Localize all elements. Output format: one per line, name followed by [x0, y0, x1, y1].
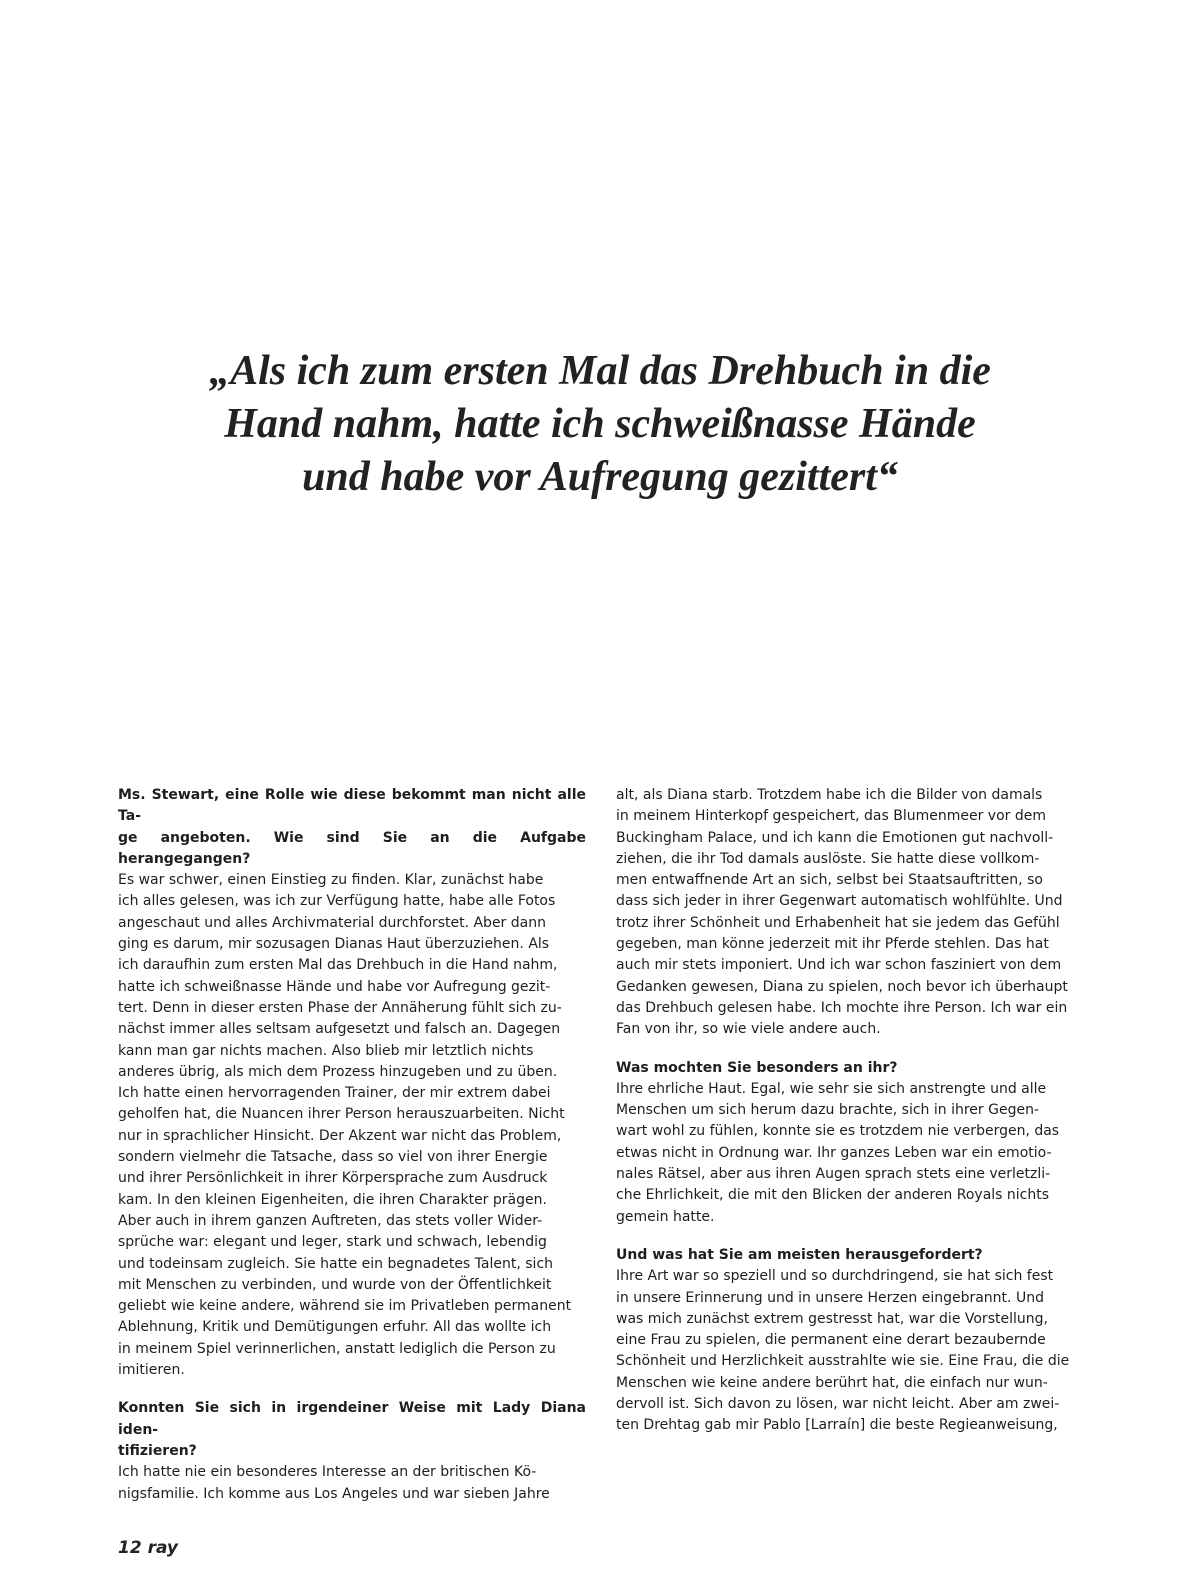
- text-line: hatte ich schweißnasse Hände und habe vor Aufregung gezit-: [118, 978, 551, 995]
- text-line: Ihre ehrliche Haut. Egal, wie sehr sie sich anstrengte und alle: [616, 1080, 1047, 1097]
- text-line: mit Menschen zu verbinden, und wurde von der Öffentlichkeit: [118, 1276, 552, 1293]
- text-line: alt, als Diana starb. Trotzdem habe ich die Bilder von damals: [616, 787, 1043, 803]
- text-line: und ihrer Persönlichkeit in ihrer Körpersprache zum Ausdruck: [118, 1170, 548, 1187]
- text-line: ziehen, die ihr Tod damals auslöste. Sie hatte diese vollkom-: [616, 850, 1040, 867]
- interview-answer: [616, 1266, 1084, 1436]
- text-line: Ihre Art war so speziell und so durchdringend, sie hat sich fest: [616, 1268, 1054, 1285]
- text-line: geholfen hat, die Nuancen ihrer Person herauszuarbeiten. Nicht: [118, 1106, 565, 1123]
- text-line: dass sich jeder in ihrer Gegenwart automatisch wohlfühlte. Und: [616, 893, 1063, 910]
- text-line: nächst immer alles seltsam aufgesetzt und falsch an. Dagegen: [118, 1021, 561, 1038]
- text-line: tert. Denn in dieser ersten Phase der Annäherung fühlt sich zu-: [118, 999, 562, 1016]
- text-line: nales Rätsel, aber aus ihren Augen sprach stets eine verletzli-: [616, 1166, 1051, 1183]
- text-line: che Ehrlichkeit, die mit den Blicken der anderen Royals nichts: [616, 1187, 1050, 1204]
- text-line: angeschaut und alles Archivmaterial durchforstet. Aber dann: [118, 914, 546, 931]
- text-line: Gedanken gewesen, Diana zu spielen, noch bevor ich überhaupt: [616, 978, 1068, 995]
- text-line: kann man gar nichts machen. Also blieb mir letztlich nichts: [118, 1042, 534, 1059]
- text-line: ging es darum, mir sozusagen Dianas Haut überzuziehen. Als: [118, 936, 550, 953]
- text-line: dervoll ist. Sich davon zu lösen, war nicht leicht. Aber am zwei-: [616, 1396, 1060, 1413]
- text-line: Ich hatte einen hervorragenden Trainer, der mir extrem dabei: [118, 1085, 551, 1102]
- page-number-footer: 12 ray: [118, 1538, 178, 1558]
- text-line: anderes übrig, als mich dem Prozess hinzugeben und zu üben.: [118, 1063, 558, 1080]
- text-line: wart wohl zu fühlen, konnte sie es trotzdem nie verbergen, das: [616, 1123, 1060, 1140]
- text-line: Ms. Stewart, eine Rolle wie diese bekommt man nicht alle Ta-: [118, 787, 586, 825]
- text-line: nur in sprachlicher Hinsicht. Der Akzent war nicht das Problem,: [118, 1127, 562, 1144]
- interview-answer: [616, 1079, 1084, 1228]
- text-line: Menschen wie keine andere berührt hat, die einfach nur wun-: [616, 1374, 1048, 1391]
- text-line: Menschen um sich herum dazu brachte, sich in ihrer Gegen-: [616, 1102, 1040, 1119]
- interview-answer: [118, 870, 586, 1381]
- text-line: in meinem Hinterkopf gespeichert, das Blumenmeer vor dem: [616, 808, 1046, 825]
- text-line: Aber auch in ihrem ganzen Auftreten, das stets voller Wider-: [118, 1212, 543, 1229]
- interview-question: [616, 1245, 1084, 1266]
- text-line: sondern vielmehr die Tatsache, dass so viel von ihrer Energie: [118, 1149, 548, 1166]
- text-line: sprüche war: elegant und leger, stark und schwach, lebendig: [118, 1234, 547, 1251]
- text-line: ich daraufhin zum ersten Mal das Drehbuch in die Hand nahm,: [118, 957, 558, 974]
- pull-quote-line: und habe vor Aufregung gezittert“: [302, 454, 898, 500]
- interview-answer: [118, 1462, 586, 1505]
- text-line: ten Drehtag gab mir Pablo [Larraín] die beste Regieanweisung,: [616, 1417, 1058, 1434]
- text-line: ge angeboten. Wie sind Sie an die Aufgabe herangegangen?: [118, 829, 586, 867]
- interview-question: [118, 785, 586, 870]
- text-line: nigsfamilie. Ich komme aus Los Angeles und war sieben Jahre: [118, 1485, 550, 1502]
- article-column-right: [616, 785, 1084, 1437]
- text-line: imitieren.: [118, 1362, 185, 1379]
- article-column-left: [118, 785, 586, 1505]
- text-line: eine Frau zu spielen, die permanent eine derart bezaubernde: [616, 1332, 1046, 1349]
- text-line: Und was hat Sie am meisten herausgefordert?: [616, 1246, 983, 1263]
- text-line: gemein hatte.: [616, 1208, 715, 1225]
- text-line: auch mir stets imponiert. Und ich war schon fasziniert von dem: [616, 957, 1062, 974]
- text-line: das Drehbuch gelesen habe. Ich mochte ihre Person. Ich war ein: [616, 999, 1068, 1016]
- text-line: Was mochten Sie besonders an ihr?: [616, 1059, 898, 1076]
- interview-question: [118, 1398, 586, 1462]
- text-line: tifizieren?: [118, 1442, 197, 1459]
- interview-answer: [616, 785, 1084, 1041]
- text-line: ich alles gelesen, was ich zur Verfügung hatte, habe alle Fotos: [118, 893, 556, 910]
- text-line: Schönheit und Herzlichkeit ausstrahlte wie sie. Eine Frau, die die: [616, 1353, 1070, 1370]
- text-line: Es war schwer, einen Einstieg zu finden. Klar, zunächst habe: [118, 872, 544, 889]
- text-line: Ich hatte nie ein besonderes Interesse an der britischen Kö-: [118, 1464, 537, 1481]
- pull-quote: [150, 345, 1050, 504]
- text-line: gegeben, man könne jederzeit mit ihr Pferde stehlen. Das hat: [616, 936, 1049, 953]
- text-line: trotz ihrer Schönheit und Erhabenheit hat sie jedem das Gefühl: [616, 914, 1060, 931]
- text-line: in meinem Spiel verinnerlichen, anstatt lediglich die Person zu: [118, 1340, 556, 1357]
- pull-quote-line: Hand nahm, hatte ich schweißnasse Hände: [224, 401, 976, 447]
- text-line: Ablehnung, Kritik und Demütigungen erfuhr. All das wollte ich: [118, 1319, 552, 1336]
- text-line: etwas nicht in Ordnung war. Ihr ganzes Leben war ein emotio-: [616, 1144, 1052, 1161]
- text-line: und todeinsam zugleich. Sie hatte ein begnadetes Talent, sich: [118, 1255, 554, 1272]
- text-line: in unsere Erinnerung und in unsere Herzen eingebrannt. Und: [616, 1289, 1044, 1306]
- text-line: Buckingham Palace, und ich kann die Emotionen gut nachvoll-: [616, 829, 1054, 846]
- text-line: men entwaffnende Art an sich, selbst bei Staatsauftritten, so: [616, 872, 1043, 889]
- text-line: geliebt wie keine andere, während sie im Privatleben permanent: [118, 1298, 572, 1315]
- interview-question: [616, 1058, 1084, 1079]
- pull-quote-line: „Als ich zum ersten Mal das Drehbuch in die: [209, 348, 991, 394]
- text-line: Konnten Sie sich in irgendeiner Weise mit Lady Diana iden-: [118, 1400, 586, 1438]
- text-line: was mich zunächst extrem gestresst hat, war die Vorstellung,: [616, 1310, 1048, 1327]
- text-line: kam. In den kleinen Eigenheiten, die ihren Charakter prägen.: [118, 1191, 547, 1208]
- text-line: Fan von ihr, so wie viele andere auch.: [616, 1021, 881, 1038]
